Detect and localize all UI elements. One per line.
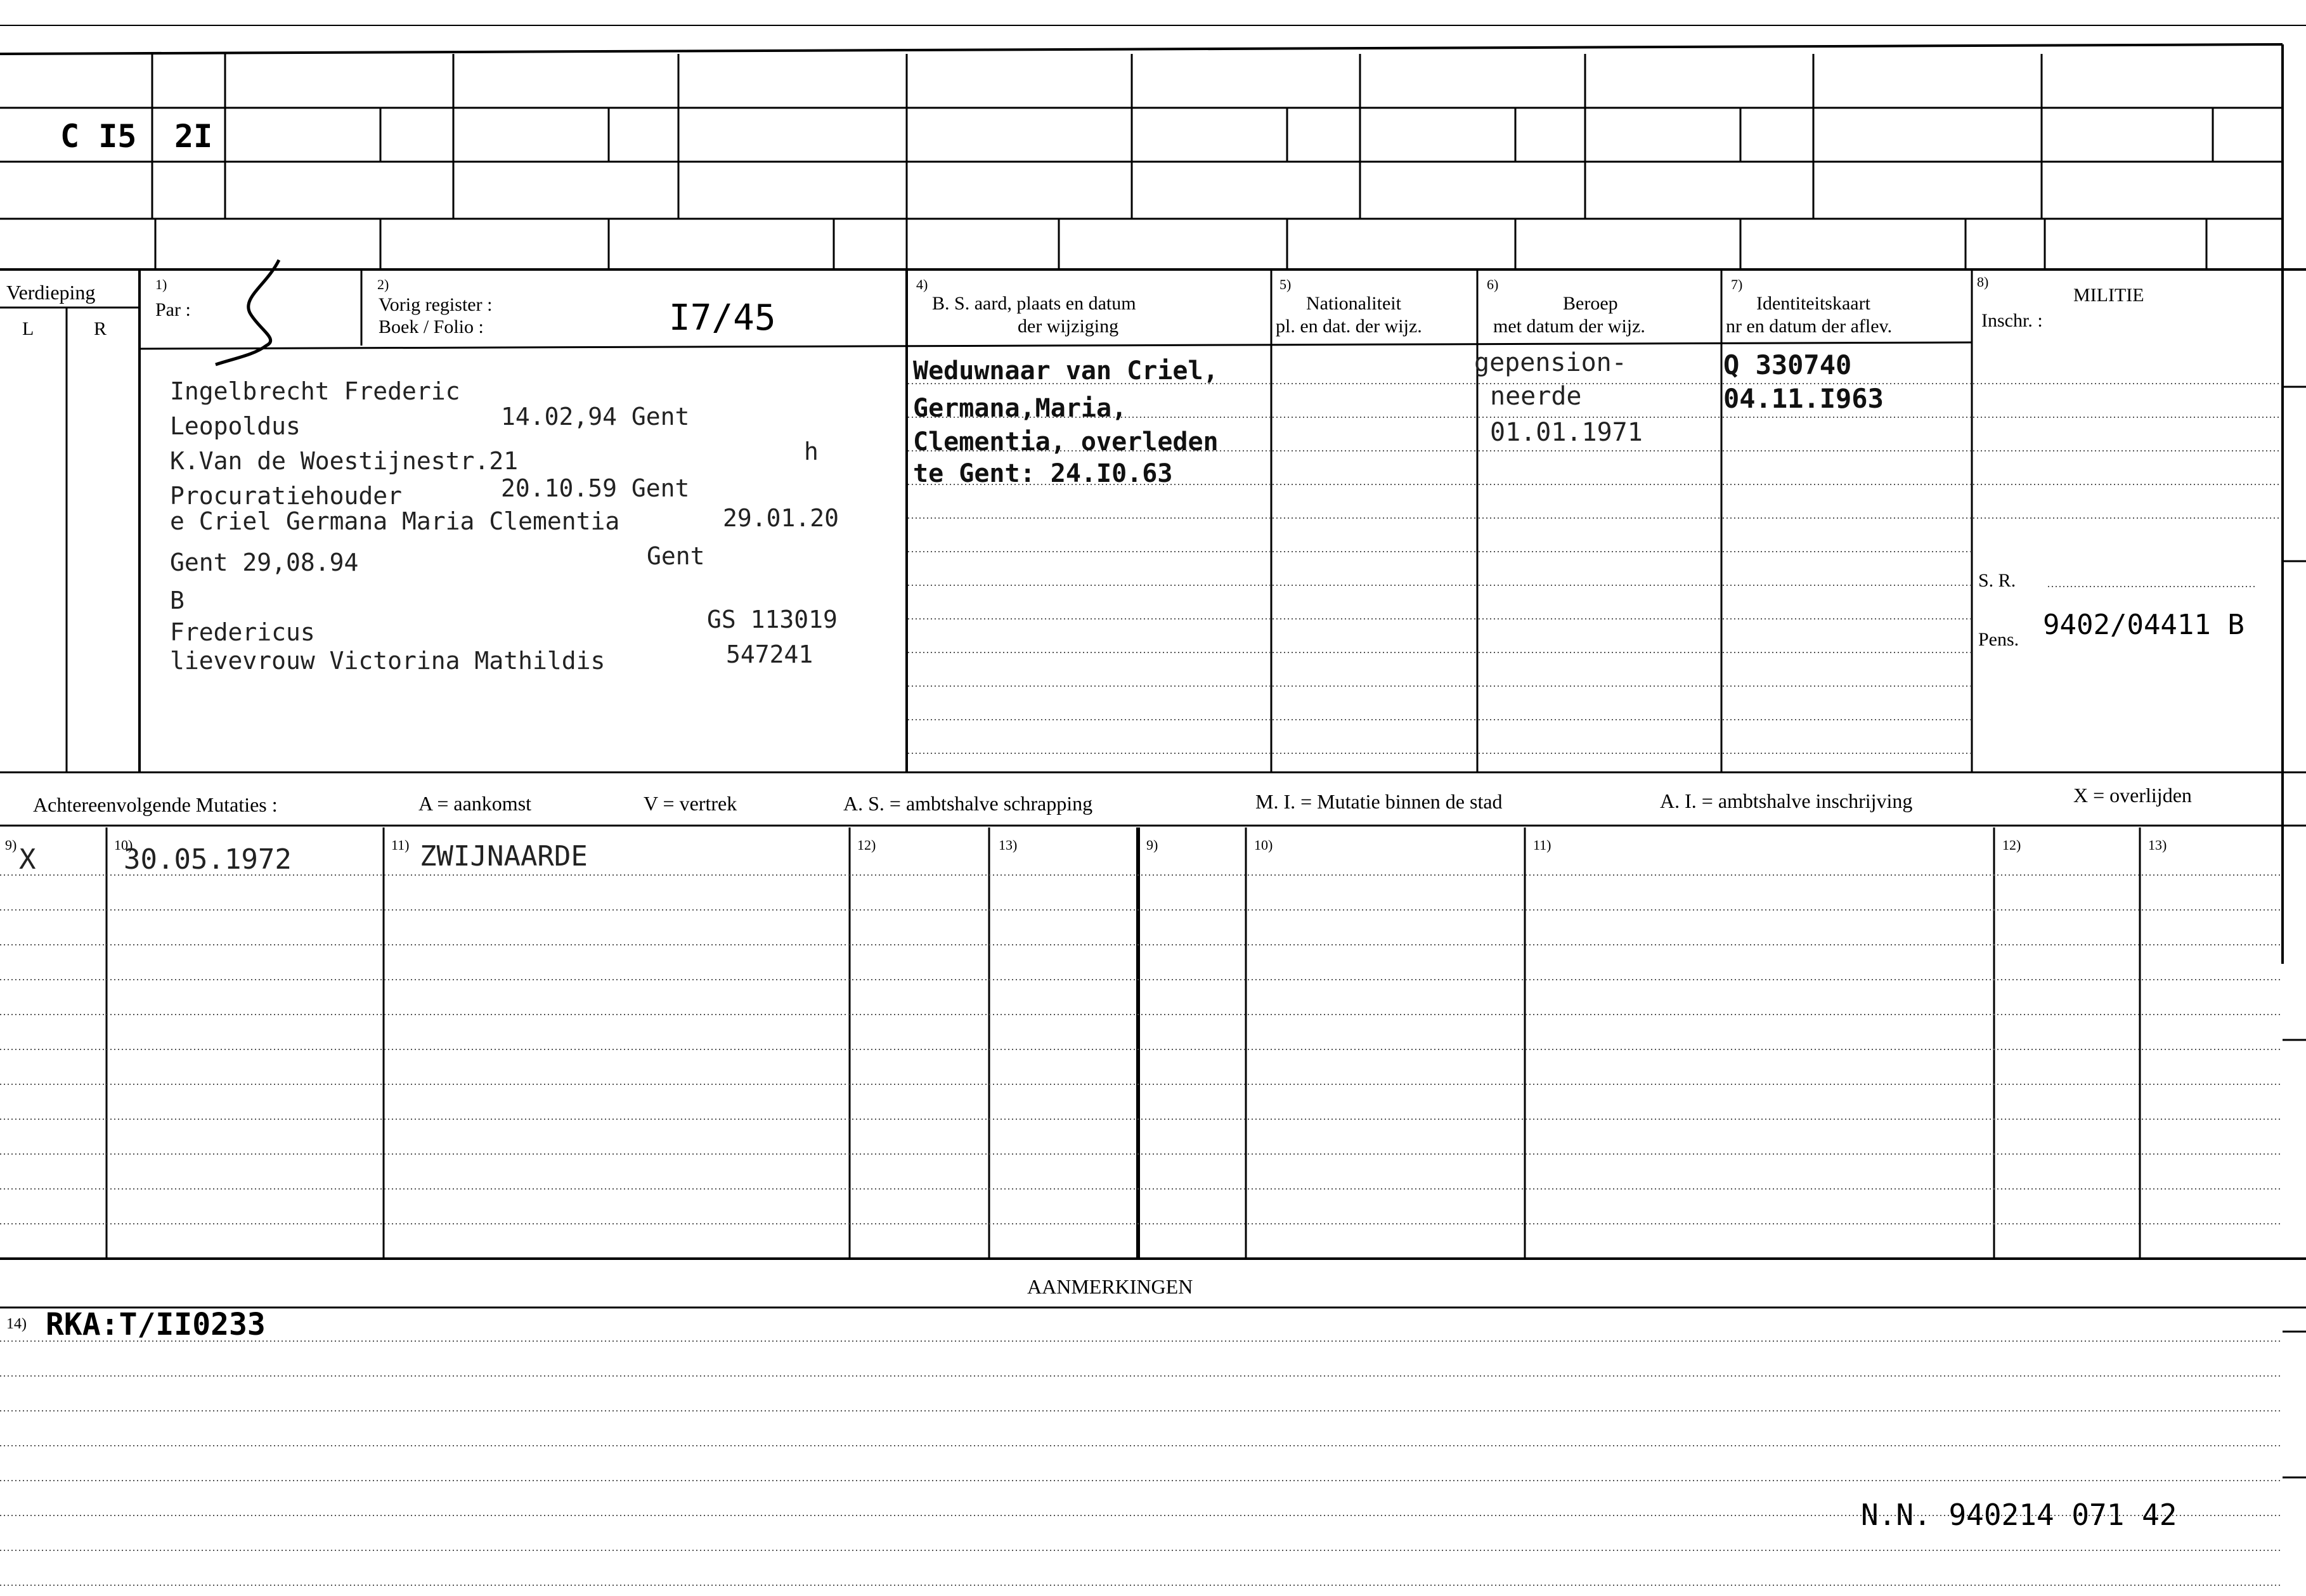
mut-col-number: 12)	[2002, 837, 2021, 853]
verdieping-label: Verdieping	[6, 281, 96, 304]
legend-ai: A. I. = ambtshalve inschrijving	[1660, 789, 1913, 812]
beroep-line: 01.01.1971	[1490, 418, 1643, 447]
mut-col-number: 10)	[1254, 837, 1273, 853]
rka-reference: RKA:T/II0233	[46, 1307, 266, 1342]
id-line: Q 330740	[1723, 349, 1852, 380]
id-number: 7)	[1731, 276, 1743, 292]
legend-a: A = aankomst	[418, 792, 532, 815]
person-line: Leopoldus	[170, 412, 301, 440]
mutatie-place: ZWIJNAARDE	[420, 840, 588, 873]
legend-v: V = vertrek	[644, 792, 737, 815]
mutatie-date: 30.05.1972	[124, 843, 292, 876]
mut-col-number: 12)	[857, 837, 876, 853]
bs-label-1: B. S. aard, plaats en datum	[932, 293, 1136, 314]
beroep-number: 6)	[1487, 276, 1499, 292]
aanmerkingen-title: AANMERKINGEN	[1027, 1275, 1193, 1298]
r-label: R	[94, 318, 107, 339]
id-line: 04.11.I963	[1723, 383, 1884, 414]
beroep-line: gepension-	[1474, 348, 1627, 377]
top-code-2: 2I	[174, 118, 213, 155]
person-line: Gent 29,08.94	[170, 548, 359, 576]
mut-col-number: 10)	[114, 837, 133, 853]
id-label-1: Identiteitskaart	[1756, 293, 1870, 314]
vorig-register-label: Vorig register :	[379, 294, 493, 315]
militie-number: 8)	[1977, 274, 1989, 290]
militie-label: MILITIE	[2073, 285, 2144, 306]
person-line: K.Van de Woestijnestr.21	[170, 447, 519, 475]
procuratie-date: 20.10.59 Gent	[501, 474, 690, 502]
mut-col-number: 11)	[391, 837, 410, 853]
beroep-line: neerde	[1490, 382, 1582, 411]
gs-number: GS 113019	[707, 606, 838, 633]
legend-mi: M. I. = Mutatie binnen de stad	[1255, 790, 1503, 813]
spouse-place: Gent	[647, 542, 705, 570]
mutatie-code: X	[19, 843, 36, 876]
folio-value: I7/45	[669, 297, 776, 339]
l-label: L	[22, 318, 34, 339]
person-line: Fredericus	[170, 618, 315, 646]
mut-col-number: 9)	[1146, 837, 1158, 853]
person-line: e Criel Germana Maria Clementia	[170, 507, 620, 535]
nat-label-2: pl. en dat. der wijz.	[1276, 316, 1422, 337]
top-code-1: C I5	[60, 118, 137, 155]
mutaties-label: Achtereenvolgende Mutaties :	[33, 793, 278, 816]
person-line: lievevrouw Victorina Mathildis	[170, 647, 606, 675]
bs-line: Germana,Maria,	[913, 394, 1127, 423]
legend-as: A. S. = ambtshalve schrapping	[843, 792, 1093, 815]
mut-col-number: 9)	[5, 837, 17, 853]
boek-folio-label: Boek / Folio :	[379, 316, 484, 337]
pens-value: 9402/04411 B	[2043, 609, 2244, 641]
person-line: Ingelbrecht Frederic	[170, 377, 460, 405]
id-label-2: nr en datum der aflev.	[1726, 316, 1893, 337]
spouse-date: 29.01.20	[723, 504, 839, 532]
par-number: 1)	[155, 276, 167, 292]
sr-label: S. R.	[1978, 570, 2016, 591]
pens-label: Pens.	[1978, 629, 2019, 650]
bs-line: te Gent: 24.I0.63	[913, 459, 1173, 488]
h-mark: h	[804, 438, 819, 465]
national-number: N.N. 940214 071 42	[1861, 1498, 2177, 1532]
vorig-number: 2)	[377, 276, 389, 292]
par-label: Par :	[155, 299, 191, 320]
nat-number: 5)	[1279, 276, 1292, 292]
inschr-label: Inschr. :	[1981, 310, 2043, 331]
beroep-label-2: met datum der wijz.	[1493, 316, 1645, 337]
beroep-label-1: Beroep	[1563, 293, 1618, 314]
nat-label-1: Nationaliteit	[1306, 293, 1401, 314]
bs-line: Clementia, overleden	[913, 427, 1219, 457]
birth-date: 14.02,94 Gent	[501, 403, 690, 431]
bs-label-2: der wijziging	[1018, 316, 1119, 337]
person-line: Procuratiehouder	[170, 482, 403, 510]
aanmerkingen-number: 14)	[6, 1316, 27, 1332]
mut-col-number: 13)	[2148, 837, 2167, 853]
mut-col-number: 13)	[999, 837, 1018, 853]
legend-x: X = overlijden	[2073, 784, 2192, 807]
mut-col-number: 11)	[1533, 837, 1551, 853]
person-line: B	[170, 587, 185, 614]
bs-number: 4)	[916, 276, 928, 292]
bs-line: Weduwnaar van Criel,	[913, 356, 1219, 386]
register-number: 547241	[726, 640, 813, 668]
